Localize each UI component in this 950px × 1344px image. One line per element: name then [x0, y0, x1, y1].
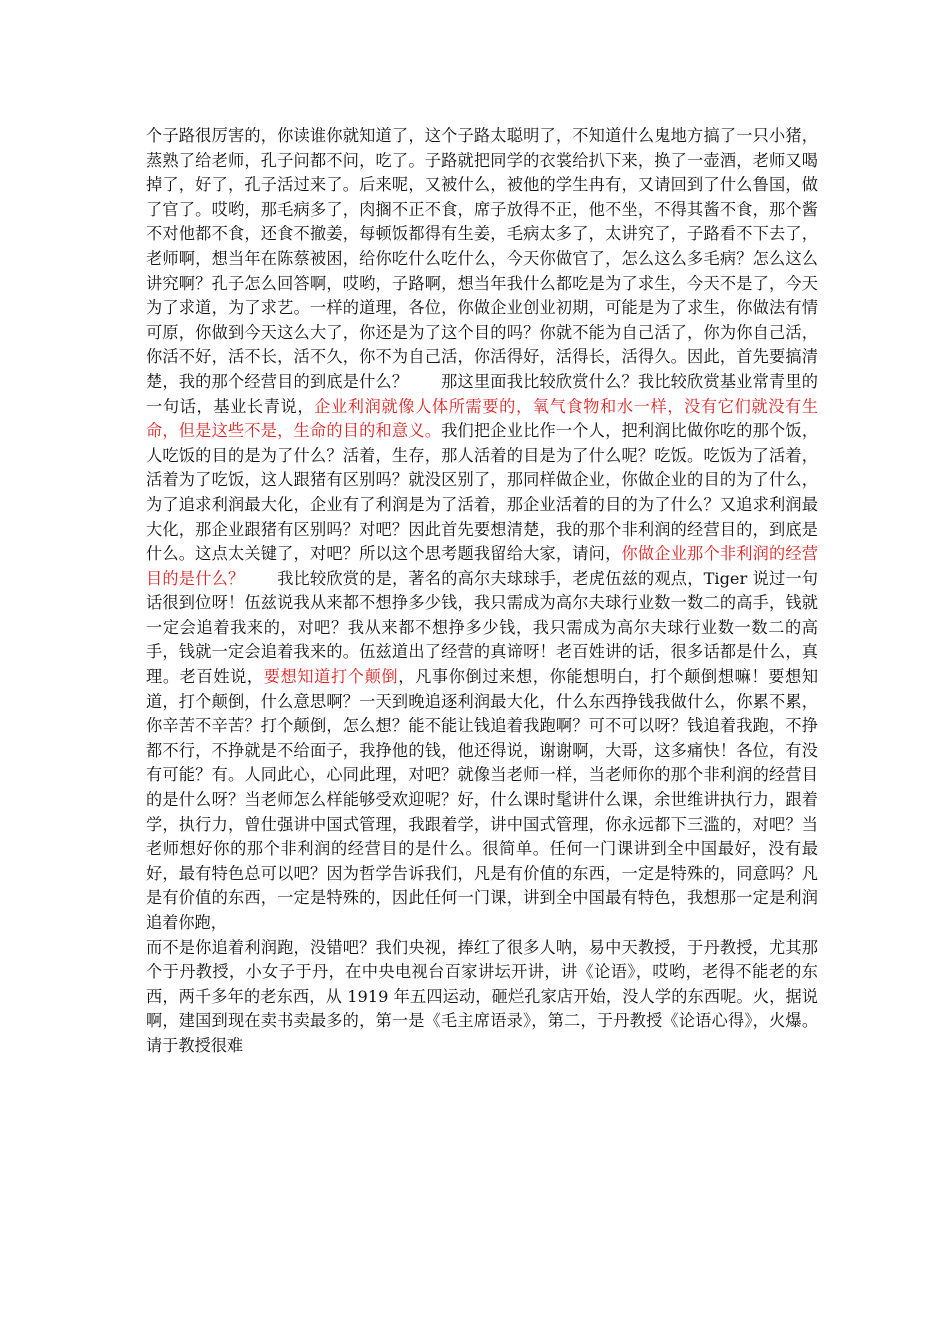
- highlighted-text-profit-quote: 企业利润就像人体所需要的，氧气食物和水一样，没有它们就没有生命，但是这些不是，生命的目的和意义。: [146, 396, 819, 441]
- text-segment: 我们把企业比作一个人，把利润比做你吃的那个饭，人吃饭的目的是为了什么？活着，生存，那人活着的目是为了什么呢？吃饭。吃饭为了活着，活着为了吃饭，这人跟猪有区别吗？就没区别了，那同样做企业，你做企业的目的为了什么，为了追求利润最大化，企业有了利润是为了活着，那企业活着的目的为了什么？又追求利润最大化，那企业跟猪有区别吗？对吧？因此首先要想清楚，我的那个非利润的经营目的，到底是什么。这点太关键了，对吧？所以这个思考题我留给大家，请问，: [146, 421, 819, 564]
- highlighted-text-question: 你做企业那个非利润的经营目的是什么？: [146, 544, 819, 588]
- paragraph-1: [146, 124, 818, 936]
- text-segment: ，凡事你倒过来想，你能想明白，打个颠倒想嘛！要想知道，打个颠倒，什么意思啊？一天到晚追逐利润最大化，什么东西挣钱我做什么，你累不累，你辛苦不辛苦？打个颠倒，怎么想？能不能让钱追着我跑啊？可不可以呀？钱追着我跑，不挣都不行，不挣就是不给面子，我挣他的钱，他还得说，谢谢啊，大哥，这多痛快！各位，有没有可能？有。人同此心，心同此理，对吧？就像当老师一样，当老师你的那个非利润的经营目的是什么呀？当老师怎么样能够受欢迎呢？好，什么课时髦讲什么课，余世维讲执行力，跟着学，执行力，曾仕强讲中国式管理，我跟着学，讲中国式管理，你永远都下三滥的，对吧？当老师想好你的那个非利润的经营目的是什么。很简单。任何一门课讲到全中国最好，没有最好，最有特色总可以吧？因为哲学告诉我们，凡是有价值的东西，一定是特殊的，同意吗？凡是有价值的东西，一定是特殊的，因此任何一门课，讲到全中国最有特色，我想那一定是利润追着你跑，: [146, 667, 819, 932]
- highlighted-text-proverb: 要想知道打个颠倒: [263, 667, 399, 687]
- text-segment: 我比较欣赏的是，著名的高尔夫球球手，老虎伍兹的观点，Tiger 说过一句话很到位呀！伍兹说我从来都不想挣多少钱，我只需成为高尔夫球行业数一数二的高手，钱就一定会追着我来的，对吧？我从来都不想挣多少钱，我只需成为高尔夫球行业数一数二的高手，钱就一定会追着我来的。伍兹道出了经营的真谛呀！老百姓讲的话，很多话都是什么，真理。老百姓说，: [146, 568, 818, 687]
- paragraph-2: 而不是你追着利润跑，没错吧？我们央视，捧红了很多人呐，易中天教授，于丹教授，尤其那个于丹教授，小女子于丹，在中央电视台百家讲坛开讲，讲《论语》，哎哟，老得不能老的东西，两千多年的老东西，从 1919 年五四运动，砸烂孔家店开始，没人学的东西呢。火，据说啊，建国到现在卖书卖最多的，第一是《毛主席语录》，第二，于丹教授《论语心得》，火爆。请于教授很难: [146, 937, 818, 1055]
- text-segment: 个子路很厉害的，你读谁你就知道了，这个子路太聪明了，不知道什么鬼地方搞了一只小猪，蒸熟了给老师，孔子问都不问，吃了。子路就把同学的衣裳给扒下来，换了一壶酒，老师又喝掉了，好了，孔子活过来了。后来呢，又被什么，被他的学生冉有，又请回到了什么鲁国，做了官了。哎哟，那毛病多了，肉搁不正不食，席子放得不正，他不坐，不得其酱不食，那个酱不对他都不食，还食不撤姜，每顿饭都得有生姜，毛病太多了，太讲究了，子路看不下去了，老师啊，想当年在陈蔡被困，给你吃什么吃什么，今天你做官了，怎么这么多毛病？怎么这么讲究啊？孔子怎么回答啊，哎哟，子路啊，想当年我什么都吃是为了求生，今天不是了，今天为了求道，为了求艺。一样的道理，各位，你做企业创业初期，可能是为了求生，你做法有情可原，你做到今天这么大了，你还是为了这个目的吗？你就不能为自己活了，你为你自己活，你活不好，活不长，活不久，你不为自己活，你活得好，活得长，活得久。因此，首先要搞清楚，我的那个经营目的到底是什么？ 那这里面我比较欣赏什么？我比较欣赏基业常青里的一句话，基业长青说，: [146, 126, 818, 416]
- document-page: [146, 124, 818, 1059]
